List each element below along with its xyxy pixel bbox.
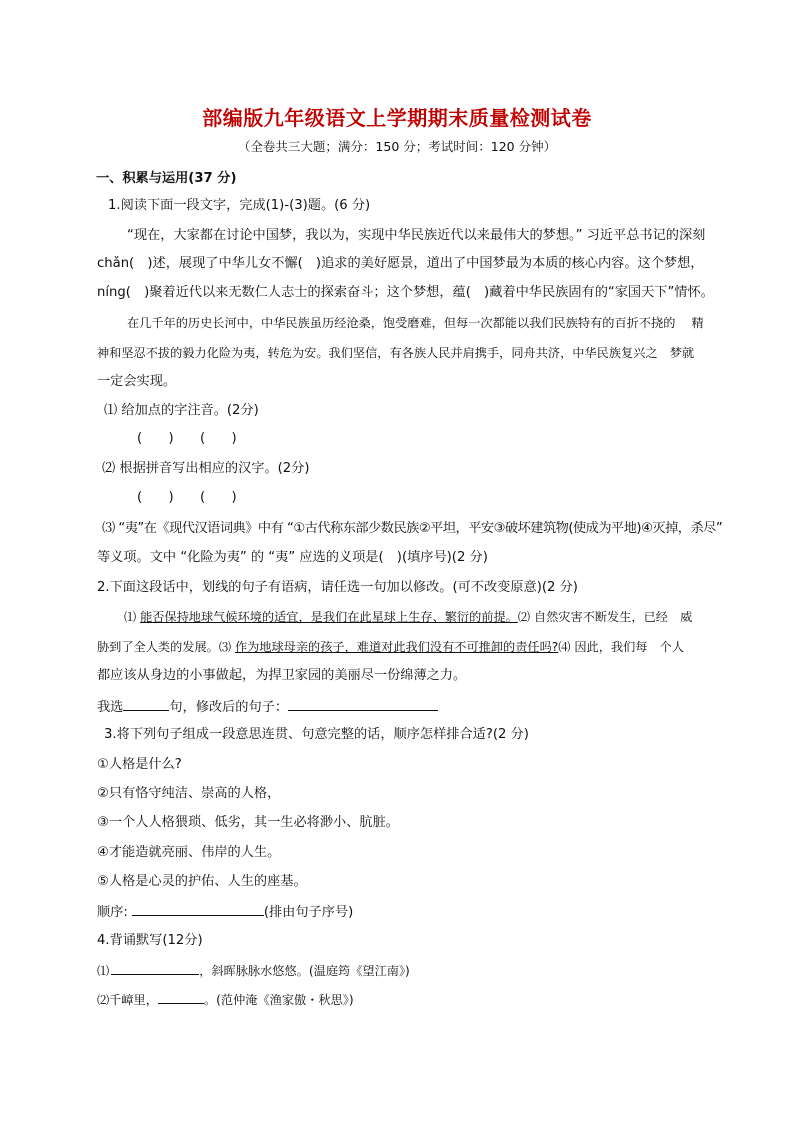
exam-info: （全卷共三大题；满分：150 分；考试时间：120 分钟） bbox=[237, 139, 557, 154]
q4-stem: 4.背诵默写(12分) bbox=[97, 933, 203, 948]
q4-line-2 bbox=[97, 990, 354, 1009]
q3-item-4: ④才能造就亮丽、伟岸的人生。 bbox=[97, 845, 281, 860]
q4-line-1-rest: ，斜晖脉脉水悠悠。(温庭筠《望江南》) bbox=[199, 964, 410, 978]
q4-line-1-label: ⑴ bbox=[97, 964, 110, 978]
q1-sub3-line-1: ⑶ “夷”在《现代汉语词典》中有 “①古代称东部少数民族②平坦，平安③破坏建筑物(使成为平地)④灭掉，杀尽” bbox=[102, 521, 723, 536]
q2-line-1-label: ⑴ bbox=[124, 610, 141, 624]
q4-line-2-start: ⑵千嶂里， bbox=[97, 993, 158, 1007]
q1-passage-line-4: 在几千年的历史长河中，中华民族虽历经沧桑，饱受磨难，但每一次都能以我们民族特有的百折不挠的 精 bbox=[127, 316, 704, 330]
page-title: 部编版九年级语文上学期期末质量检测试卷 bbox=[202, 106, 592, 130]
q1-sub1: ⑴ 给加点的字注音。(2分) bbox=[104, 403, 259, 418]
q2-line-1-rest: ⑵ 自然灾害不断发生，已经 威 bbox=[517, 610, 693, 624]
q3-order-label: 顺序: bbox=[97, 905, 128, 920]
q2-answer-label-1: 我选 bbox=[97, 700, 124, 715]
q3-item-5: ⑤人格是心灵的护佑、人生的座基。 bbox=[97, 874, 307, 889]
q1-passage-line-6: 一定会实现。 bbox=[97, 374, 177, 389]
q2-line-3: 都应该从身边的小事做起，为捍卫家园的美丽尽一份绵薄之力。 bbox=[97, 668, 467, 683]
q2-underlined-sentence-1: 能否保持地球气候环境的适宜，是我们在此星球上生存、繁衍的前提。 bbox=[140, 610, 518, 624]
q1-passage-line-3: níng( )聚着近代以来无数仁人志士的探索奋斗；这个梦想，蕴( )藏着中华民族固有的“家国天下”情怀。 bbox=[97, 285, 714, 300]
q2-underlined-sentence-3: 作为地球母亲的孩子，难道对此我们没有不可推卸的责任吗? bbox=[234, 640, 559, 654]
q3-stem: 3.将下列句子组成一段意思连贯、句意完整的话，顺序怎样排合适?(2 分) bbox=[104, 727, 529, 742]
q2-line-2 bbox=[97, 638, 684, 656]
q2-line-1 bbox=[124, 608, 692, 626]
q2-answer-label-2: 句，修改后的句子： bbox=[169, 700, 289, 715]
q1-sub1-answer-blanks[interactable]: ( ) ( ) bbox=[137, 431, 237, 446]
q4-blank-2[interactable] bbox=[158, 990, 204, 1004]
q2-line-2-start: 胁到了全人类的发展。⑶ bbox=[97, 640, 235, 654]
q2-line-2-rest: ⑷ 因此，我们每 个人 bbox=[558, 640, 685, 654]
q2-revised-sentence-blank[interactable] bbox=[288, 697, 438, 711]
q4-blank-1[interactable] bbox=[111, 961, 199, 975]
q3-item-1: ①人格是什么? bbox=[97, 757, 182, 772]
q1-passage-line-1: “现在，大家都在讨论中国梦，我以为，实现中华民族近代以来最伟大的梦想。” 习近平总书记的深刻 bbox=[127, 228, 706, 243]
q2-sentence-choice-blank[interactable] bbox=[123, 697, 169, 711]
q3-order-note: (排由句子序号) bbox=[263, 905, 354, 920]
q3-item-3: ③一个人人格猥琐、低劣，其一生必将渺小、肮脏。 bbox=[97, 815, 399, 830]
q2-answer-row bbox=[97, 697, 438, 717]
q1-stem: 1.阅读下面一段文字，完成(1)-(3)题。(6 分) bbox=[108, 198, 371, 213]
q3-item-2: ②只有恪守纯洁、崇高的人格， bbox=[97, 786, 281, 801]
q4-line-1 bbox=[97, 961, 410, 980]
q1-passage-line-2: chǎn( )述，展现了中华儿女不懈( )追求的美好愿景，道出了中国梦最为本质的核心内容。这个梦想， bbox=[97, 256, 704, 271]
section-heading: 一、积累与运用(37 分) bbox=[96, 171, 237, 186]
q3-order-row bbox=[97, 902, 353, 922]
q4-line-2-rest: 。(范仲淹《渔家傲・秋思》) bbox=[203, 993, 354, 1007]
q1-passage-line-5: 神和坚忍不拔的毅力化险为夷，转危为安。我们坚信，有各族人民并肩携手，同舟共济，中华民族复兴之 梦就 bbox=[97, 346, 695, 360]
q2-stem: 2.下面这段话中，划线的句子有语病，请任选一句加以修改。(可不改变原意)(2 分) bbox=[97, 580, 578, 595]
q3-order-blank[interactable] bbox=[132, 902, 264, 916]
q1-sub3-line-2: 等义项。文中 “化险为夷” 的 “夷” 应选的义项是( )(填序号)(2 分) bbox=[97, 550, 488, 565]
q1-sub2-answer-blanks[interactable]: ( ) ( ) bbox=[137, 490, 237, 505]
q1-sub2: ⑵ 根据拼音写出相应的汉字。(2分) bbox=[102, 461, 310, 476]
